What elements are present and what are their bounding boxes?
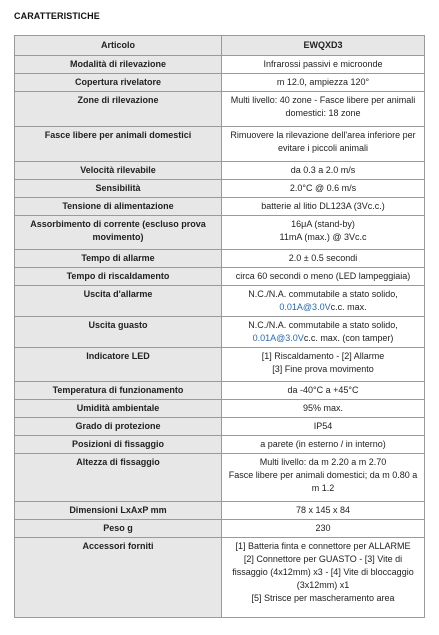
table-row (15, 180, 425, 198)
table-row (15, 382, 425, 400)
row-value (222, 286, 425, 317)
value-line: [3] Fine prova movimento (272, 364, 374, 374)
row-label: Copertura rivelatore (15, 74, 222, 92)
email-style-link[interactable]: 0.01A@3.0V (252, 333, 304, 343)
row-label: Posizioni di fissaggio (15, 436, 222, 454)
table-row (15, 348, 425, 382)
table-row (15, 56, 425, 74)
value-line: N.C./N.A. commutabile a stato solido, (248, 289, 398, 299)
table-row (15, 250, 425, 268)
table-row (15, 92, 425, 127)
row-label: Tensione di alimentazione (15, 198, 222, 216)
value-line (226, 301, 420, 314)
row-label: Tempo di allarme (15, 250, 222, 268)
value-line: Multi livello: da m 2.20 a m 2.70 (259, 457, 387, 467)
row-label: Assorbimento di corrente (escluso prova movimento) (15, 216, 222, 250)
row-value: circa 60 secondi o meno (LED lampeggiaia) (222, 268, 425, 286)
row-label: Uscita d'allarme (15, 286, 222, 317)
value-line: [5] Strisce per mascheramento area (251, 593, 395, 603)
row-value: da 0.3 a 2.0 m/s (222, 162, 425, 180)
table-row (15, 418, 425, 436)
row-value (222, 92, 425, 127)
row-value: 2.0 ± 0.5 secondi (222, 250, 425, 268)
value-line: 11mA (max.) @ 3Vc.c (279, 232, 367, 242)
row-value (222, 454, 425, 502)
table-row (15, 162, 425, 180)
value-tail: c.c. max. (330, 302, 367, 312)
table-row (15, 400, 425, 418)
value-line: [1] Riscaldamento - [2] Allarme (261, 351, 385, 361)
value-line: Fasce libere per animali domestici; da m 0.80 a m 1.2 (228, 470, 418, 493)
specifications-table (14, 35, 425, 618)
row-value: 78 x 145 x 84 (222, 502, 425, 520)
row-value (222, 348, 425, 382)
column-header-article: Articolo (15, 36, 222, 56)
row-label: Altezza di fissaggio (15, 454, 222, 502)
row-value: batterie al litio DL123A (3Vc.c.) (222, 198, 425, 216)
row-value (222, 216, 425, 250)
table-row (15, 502, 425, 520)
table-row (15, 268, 425, 286)
column-header-model: EWQXD3 (222, 36, 425, 56)
row-label: Indicatore LED (15, 348, 222, 382)
row-value: 95% max. (222, 400, 425, 418)
table-row (15, 198, 425, 216)
row-label: Modalità di rilevazione (15, 56, 222, 74)
row-label: Umidità ambientale (15, 400, 222, 418)
table-row (15, 127, 425, 162)
row-label: Dimensioni LxAxP mm (15, 502, 222, 520)
row-value: IP54 (222, 418, 425, 436)
row-value: 230 (222, 520, 425, 538)
row-value: a parete (in esterno / in interno) (222, 436, 425, 454)
table-row (15, 538, 425, 618)
row-value (222, 317, 425, 348)
row-value: 2.0°C @ 0.6 m/s (222, 180, 425, 198)
value-line: 16μA (stand-by) (291, 219, 355, 229)
row-value (222, 127, 425, 162)
value-line: N.C./N.A. commutabile a stato solido, (248, 320, 398, 330)
row-label: Accessori forniti (15, 538, 222, 618)
table-row (15, 454, 425, 502)
table-header-row (15, 36, 425, 56)
table-row (15, 520, 425, 538)
value-text: Multi livello: 40 zone - Fasce libere per animali domestici: 18 zone (230, 95, 416, 118)
row-label: Grado di protezione (15, 418, 222, 436)
email-style-link[interactable]: 0.01A@3.0V (279, 302, 331, 312)
row-label: Temperatura di funzionamento (15, 382, 222, 400)
row-label: Fasce libere per animali domestici (15, 127, 222, 162)
row-label: Velocità rilevabile (15, 162, 222, 180)
row-value: da -40°C a +45°C (222, 382, 425, 400)
table-row (15, 74, 425, 92)
row-label: Peso g (15, 520, 222, 538)
value-line: [1] Batteria finta e connettore per ALLARME (235, 541, 411, 551)
value-text: Rimuovere la rilevazione dell'area inferiore per evitare i piccoli animali (230, 130, 416, 153)
value-line (226, 332, 420, 345)
section-heading: CARATTERISTICHE (14, 11, 100, 21)
row-value: m 12.0, ampiezza 120° (222, 74, 425, 92)
table-row (15, 317, 425, 348)
table-row (15, 216, 425, 250)
value-tail: c.c. max. (con tamper) (303, 333, 394, 343)
row-value (222, 538, 425, 618)
table-row (15, 286, 425, 317)
table-row (15, 436, 425, 454)
row-label: Uscita guasto (15, 317, 222, 348)
row-label: Sensibilità (15, 180, 222, 198)
row-label: Zone di rilevazione (15, 92, 222, 127)
value-line: [2] Connettore per GUASTO - [3] Vite di fissaggio (4x12mm) x3 - [4] Vite di bloccaggio (3x12mm) x1 (232, 554, 414, 590)
row-value: Infrarossi passivi e microonde (222, 56, 425, 74)
row-label: Tempo di riscaldamento (15, 268, 222, 286)
